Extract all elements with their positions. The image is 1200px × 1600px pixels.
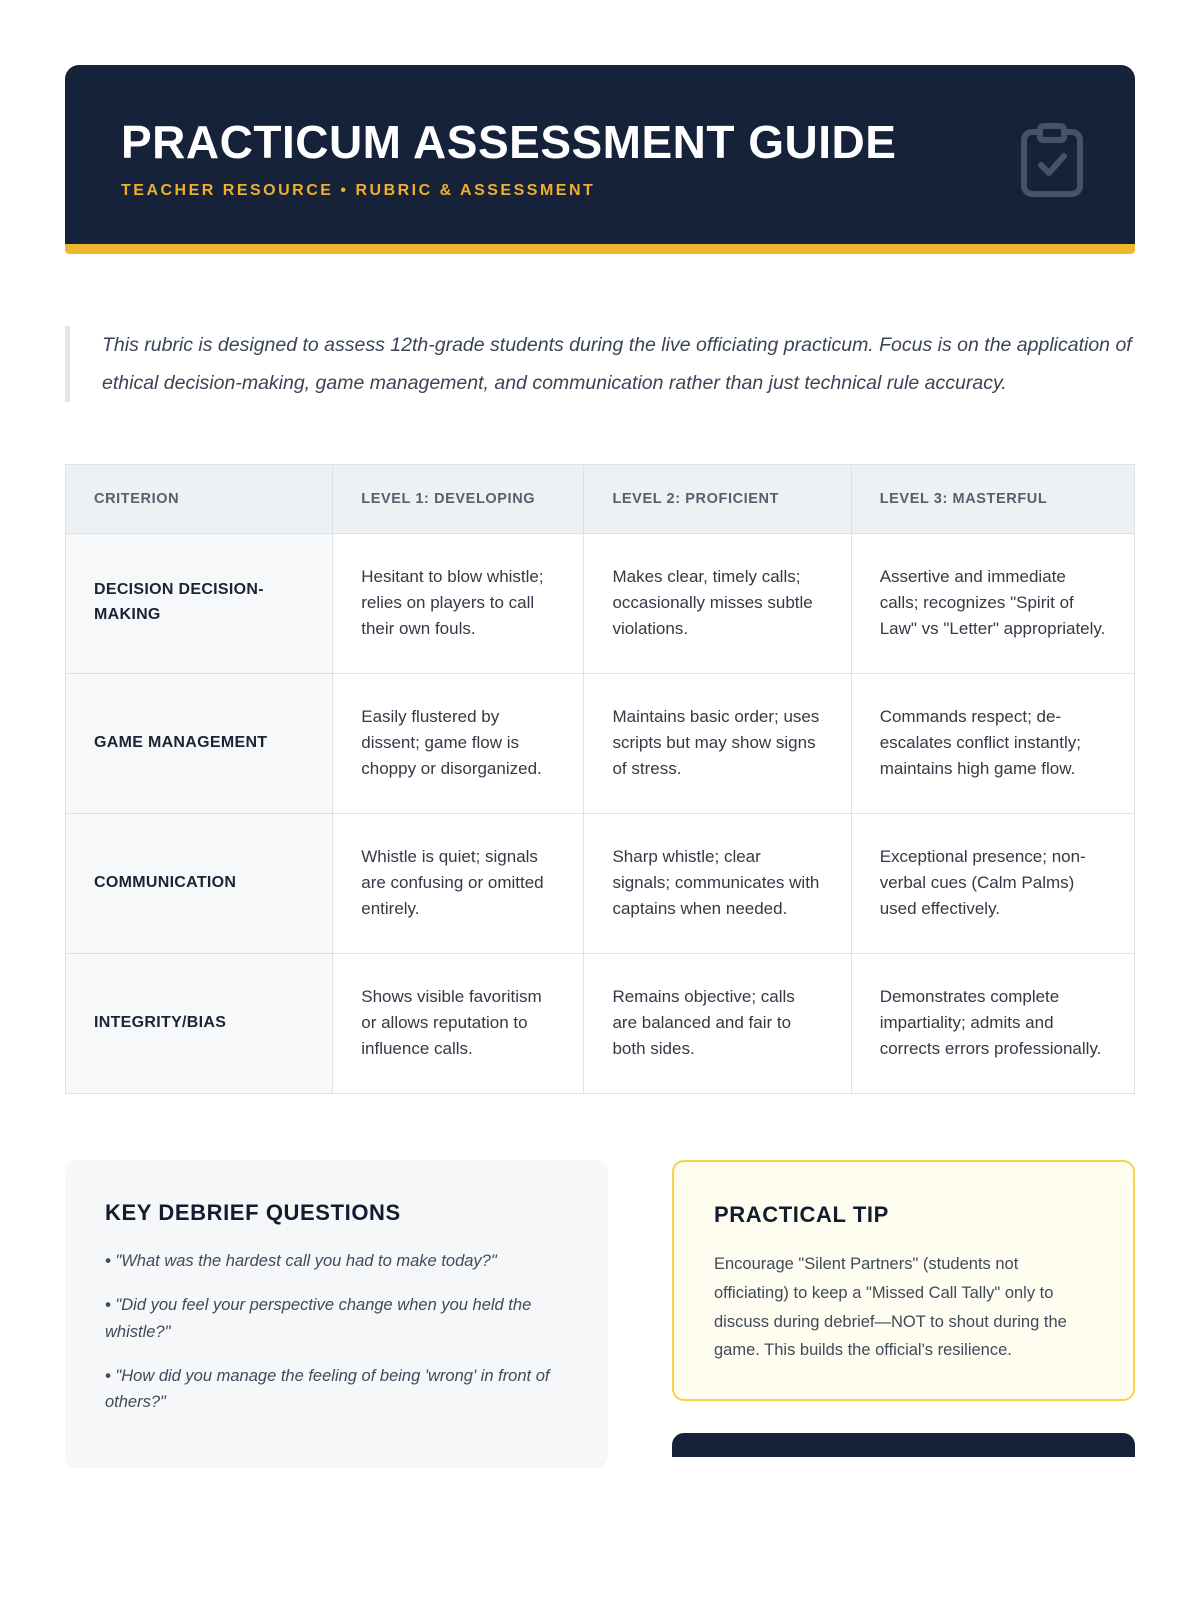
rubric-table	[65, 464, 1135, 1094]
debrief-title: KEY DEBRIEF QUESTIONS	[105, 1199, 401, 1225]
criterion-cell: GAME MANAGEMENT	[66, 673, 333, 813]
criterion-cell: COMMUNICATION	[66, 813, 333, 953]
level1-cell: Whistle is quiet; signals are confusing or omitted entirely.	[333, 813, 584, 953]
tip-text: Encourage "Silent Partners" (students not officiating) to keep a "Missed Call Tally" only to discuss during debrief—NOT to shout during the game. This builds the official's resilience.	[714, 1254, 1067, 1360]
level3-cell: Demonstrates complete impartiality; admits and corrects errors professionally.	[851, 953, 1134, 1093]
practical-tip-card	[672, 1160, 1135, 1402]
criterion-cell: INTEGRITY/BIAS	[66, 953, 333, 1093]
debrief-question: • "Did you feel your perspective change when you held the whistle?"	[105, 1292, 568, 1345]
gold-accent-bar	[65, 244, 1135, 254]
intro-paragraph: This rubric is designed to assess 12th-grade students during the live officiating practicum. Focus is on the application of ethical decision-making, game management, and communication rather than just technical rule accuracy.	[65, 326, 1135, 402]
bottom-cards	[65, 1160, 1135, 1468]
column-header-criterion: CRITERION	[66, 464, 333, 533]
clipboard-check-icon	[1021, 123, 1083, 202]
table-row	[66, 533, 1135, 673]
table-row	[66, 673, 1135, 813]
level2-cell: Remains objective; calls are balanced and fair to both sides.	[584, 953, 851, 1093]
page-title: PRACTICUM ASSESSMENT GUIDE	[121, 116, 897, 168]
column-header-level3: LEVEL 3: MASTERFUL	[851, 464, 1134, 533]
page-subtitle: TEACHER RESOURCE • RUBRIC & ASSESSMENT	[121, 181, 596, 199]
debrief-question: • "What was the hardest call you had to make today?"	[105, 1248, 568, 1274]
debrief-card	[65, 1160, 608, 1468]
debrief-question-list	[105, 1248, 568, 1416]
level3-cell: Commands respect; de-escalates conflict instantly; maintains high game flow.	[851, 673, 1134, 813]
level2-cell: Makes clear, timely calls; occasionally misses subtle violations.	[584, 533, 851, 673]
level2-cell: Sharp whistle; clear signals; communicates with captains when needed.	[584, 813, 851, 953]
column-header-level1: LEVEL 1: DEVELOPING	[333, 464, 584, 533]
criterion-cell: DECISION DECISION-MAKING	[66, 533, 333, 673]
header-banner	[65, 65, 1135, 244]
level3-cell: Assertive and immediate calls; recognizes "Spirit of Law" vs "Letter" appropriately.	[851, 533, 1134, 673]
level1-cell: Shows visible favoritism or allows reputation to influence calls.	[333, 953, 584, 1093]
tip-title: PRACTICAL TIP	[714, 1201, 889, 1227]
table-header-row	[66, 464, 1135, 533]
level1-cell: Hesitant to blow whistle; relies on players to call their own fouls.	[333, 533, 584, 673]
footer-section-stub	[672, 1433, 1135, 1457]
level1-cell: Easily flustered by dissent; game flow is choppy or disorganized.	[333, 673, 584, 813]
right-column	[672, 1160, 1135, 1458]
level2-cell: Maintains basic order; uses scripts but may show signs of stress.	[584, 673, 851, 813]
column-header-level2: LEVEL 2: PROFICIENT	[584, 464, 851, 533]
table-row	[66, 953, 1135, 1093]
table-row	[66, 813, 1135, 953]
debrief-question: • "How did you manage the feeling of being 'wrong' in front of others?"	[105, 1363, 568, 1416]
level3-cell: Exceptional presence; non-verbal cues (Calm Palms) used effectively.	[851, 813, 1134, 953]
